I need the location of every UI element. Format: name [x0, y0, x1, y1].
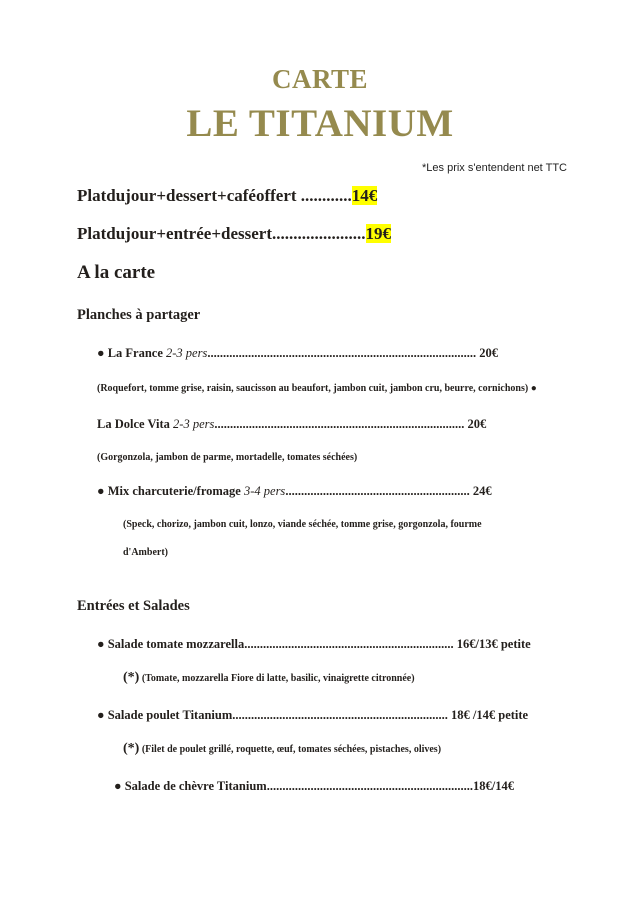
item-pers: 2-3 pers — [166, 346, 208, 360]
bullet: ● — [97, 708, 105, 722]
item-price: 18€ /14€ petite — [447, 708, 529, 722]
bullet: ● — [97, 346, 105, 360]
item-name: La Dolce Vita — [97, 417, 174, 431]
bullet: ● — [530, 383, 537, 394]
formula-2 — [77, 224, 391, 244]
item-name: Mix charcuterie/fromage — [107, 484, 244, 498]
item-desc: (Tomate, mozzarella Fiore di latte, basilic, vinaigrette citronnée) — [141, 673, 415, 684]
menu-item-mix-charcuterie-desc-1: (Speck, chorizo, jambon cuit, lonzo, viande séchée, tomme grise, gorgonzola, fourme — [123, 519, 482, 530]
subsection-planches: Planches à partager — [77, 307, 201, 323]
item-price: 16€/13€ petite — [453, 637, 531, 651]
menu-item-dolce-vita-desc: (Gorgonzola, jambon de parme, mortadelle, tomates séchées) — [97, 452, 358, 463]
section-title-a-la-carte: A la carte — [77, 262, 156, 283]
formula-2-price: 19€ — [365, 224, 391, 243]
item-price: 20€ — [464, 417, 487, 431]
item-price: 18€/14€ — [472, 779, 514, 793]
item-price: 20€ — [476, 346, 498, 360]
menu-item-la-france — [97, 346, 498, 361]
item-pers: 2-3 pers — [173, 417, 215, 431]
item-dots: ........................................................... — [285, 484, 470, 498]
item-label: Salade de chèvre Titanium.................................................................. — [124, 779, 473, 793]
menu-item-dolce-vita — [97, 417, 486, 432]
item-desc: (Roquefort, tomme grise, raisin, saucisson au beaufort, jambon cuit, jambon cru, beurre, cornichons) — [97, 383, 529, 394]
formula-2-label: Platdujour+entrée+dessert...................... — [77, 224, 366, 243]
item-pers: 3-4 pers — [243, 484, 286, 498]
menu-item-salade-poulet-desc — [123, 741, 441, 757]
menu-item-mix-charcuterie — [97, 484, 492, 499]
menu-item-mix-charcuterie-desc-2: d'Ambert) — [123, 547, 168, 558]
asterisk-note: (*) — [123, 741, 140, 756]
formula-1 — [77, 186, 377, 206]
menu-title-carte: CARTE — [271, 64, 369, 94]
item-name: La France — [107, 346, 167, 360]
formula-1-price: 14€ — [351, 186, 378, 205]
item-dots: ...................................................................................... — [207, 346, 477, 360]
menu-item-la-france-desc — [97, 383, 537, 394]
menu-item-salade-poulet — [97, 708, 528, 723]
price-note: *Les prix s'entendent net TTC — [422, 162, 567, 174]
menu-item-salade-chevre — [114, 779, 514, 794]
subsection-entrees: Entrées et Salades — [77, 598, 190, 614]
asterisk-note: (*) — [123, 670, 140, 685]
item-label: Salade tomate mozzarella................................................................... — [107, 637, 454, 651]
menu-item-salade-tomate-desc — [123, 670, 415, 686]
bullet: ● — [114, 779, 122, 793]
item-label: Salade poulet Titanium..................................................................... — [107, 708, 448, 722]
item-price: 24€ — [469, 484, 492, 498]
bullet: ● — [97, 484, 105, 498]
menu-title-restaurant: LE TITANIUM — [186, 102, 454, 145]
formula-1-label: Platdujour+dessert+caféoffert ............ — [77, 186, 352, 205]
menu-item-salade-tomate — [97, 637, 531, 652]
item-dots: ................................................................................ — [214, 417, 465, 431]
item-desc: (Filet de poulet grillé, roquette, œuf, tomates séchées, pistaches, olives) — [141, 744, 442, 755]
bullet: ● — [97, 637, 105, 651]
